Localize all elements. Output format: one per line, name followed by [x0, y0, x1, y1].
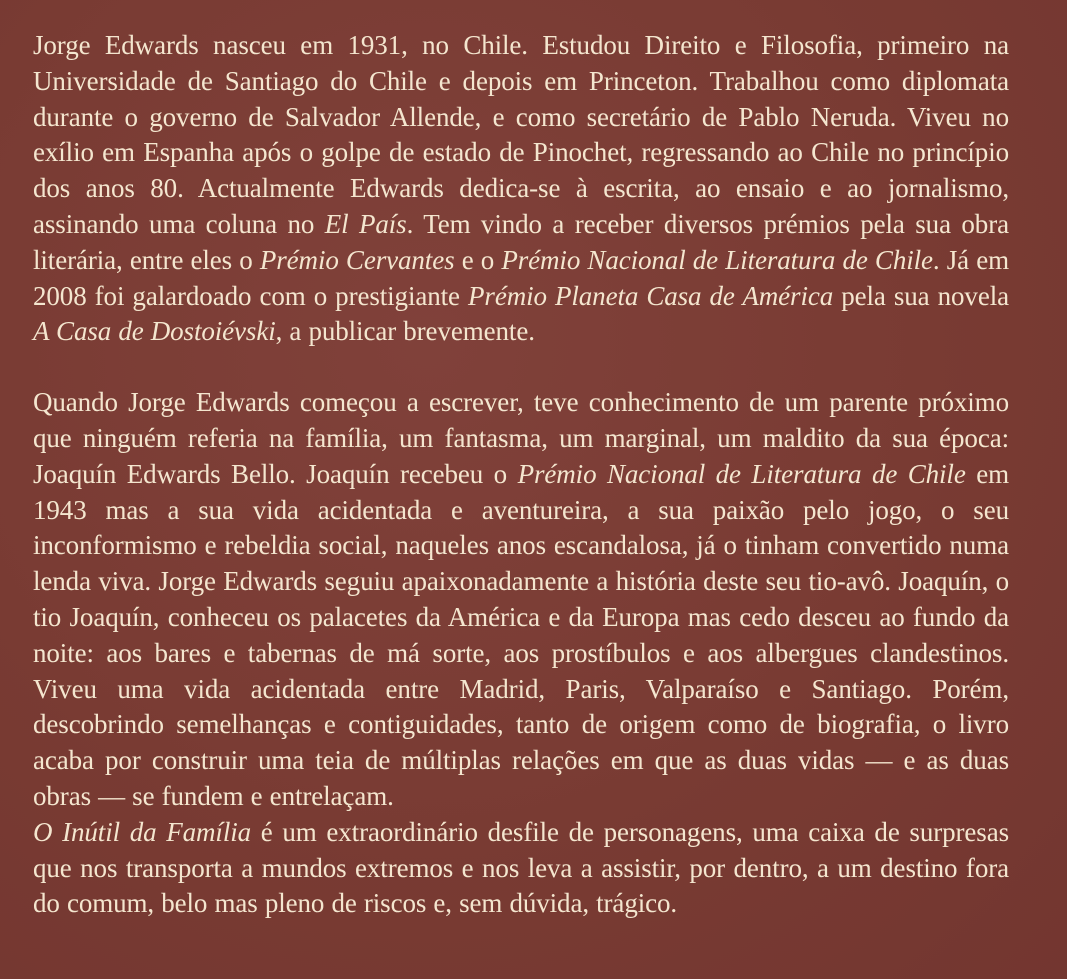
bio-text-2: . Tem vindo a receber diversos prémios pela sua obra literária, entre eles o [33, 208, 1009, 275]
book-story-paragraph [33, 385, 1009, 815]
award-title-nacional-2: Prémio Nacional de Literatura de Chile [517, 458, 966, 489]
bio-text-6: , a publicar brevemente. [275, 316, 535, 347]
award-title-cervantes: Prémio Cervantes [259, 244, 455, 275]
award-title-planeta: Prémio Planeta Casa de América [468, 280, 834, 311]
book-title: O Inútil da Família [33, 816, 252, 847]
book-summary-paragraph [33, 815, 1009, 922]
bio-text-4: . Já em 2008 foi galardoado com o prestigiante [33, 244, 1010, 311]
novel-title: A Casa de Dostoiévski [33, 316, 276, 347]
newspaper-title: El País [324, 208, 407, 239]
bio-text-1: Jorge Edwards nasceu em 1931, no Chile. Estudou Direito e Filosofia, primeiro na Universidade de Santiago do Chile e depois em Princeton. Trabalhou como diplomata durante o governo de Salvador Allende, e como secretário de Pablo Neruda. Viveu no exílio em Espanha após o golpe de estado de Pinochet, regressando ao Chile no princípio dos anos 80. Actualmente Edwards dedica-se à escrita, ao ensaio e ao jornalismo, assinando uma coluna no [33, 30, 1009, 239]
author-bio-paragraph [33, 28, 1009, 350]
story-text-1: Quando Jorge Edwards começou a escrever, teve conhecimento de um parente próximo que ninguém referia na família, um fantasma, um marginal, um maldito da sua época: Joaquín Edwards Bello. Joaquín recebeu o [33, 387, 1009, 489]
bio-text-5: pela sua novela [833, 280, 1009, 311]
award-title-nacional: Prémio Nacional de Literatura de Chile [501, 244, 933, 275]
bio-text-3: e o [454, 244, 502, 275]
summary-text: é um extraordinário desfile de personagens, uma caixa de surpresas que nos transporta a mundos extremos e nos leva a assistir, por dentro, a um destino fora do comum, belo mas pleno de riscos e, sem dúvida, trágico. [33, 816, 1009, 919]
story-text-2: em 1943 mas a sua vida acidentada e aventureira, a sua paixão pelo jogo, o seu inconformismo e rebeldia social, naqueles anos escandalosa, já o tinham convertido numa lenda viva. Jorge Edwards seguiu apaixonadamente a história deste seu tio-avô. Joaquín, o tio Joaquín, conheceu os palacetes da América e da Europa mas cedo desceu ao fundo da noite: aos bares e tabernas de má sorte, aos prostíbulos e aos albergues clandestinos. Viveu uma vida acidentada entre Madrid, Paris, Valparaíso e Santiago. Porém, descobrindo semelhanças e contiguidades, tanto de origem como de biografia, o livro acaba por construir uma teia de múltiplas relações em que as duas vidas — e as duas obras — se fundem e entrelaçam. [33, 458, 1009, 811]
